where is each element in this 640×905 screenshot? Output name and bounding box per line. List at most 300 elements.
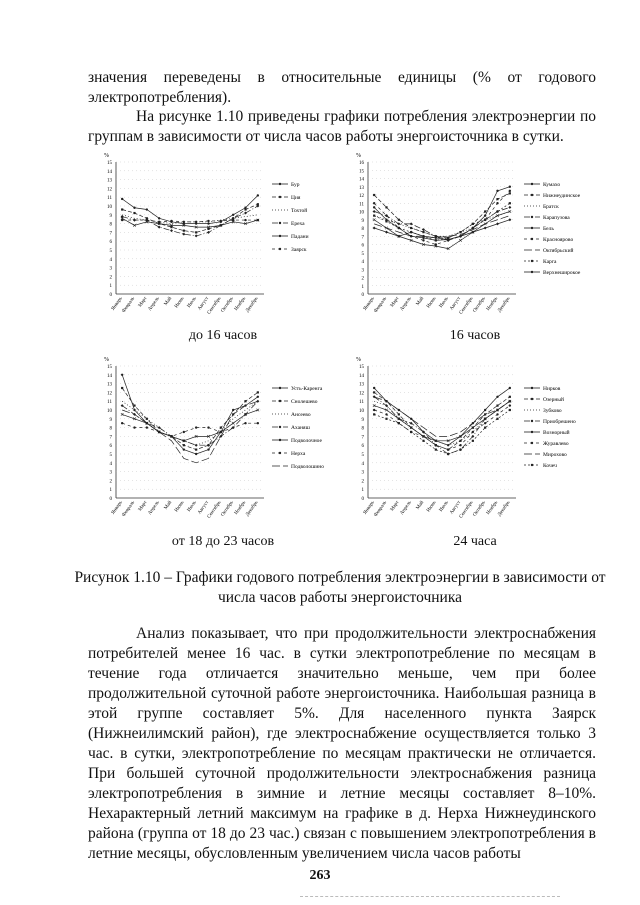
data-point	[257, 194, 259, 196]
data-point	[385, 220, 387, 222]
legend-marker	[531, 398, 533, 400]
data-point	[398, 219, 400, 221]
data-point	[232, 409, 234, 411]
chart-svg-2	[340, 148, 610, 328]
x-tick-label: Октябрь	[220, 296, 235, 314]
chart-svg-1	[88, 148, 358, 328]
y-tick-label: 13	[359, 185, 364, 191]
data-point	[195, 444, 198, 447]
x-tick-label: Май	[163, 500, 174, 511]
series-line	[122, 195, 258, 223]
data-point	[195, 231, 197, 233]
y-tick-label: 5	[361, 251, 364, 257]
x-tick-label: Декабрь	[497, 500, 512, 518]
x-tick-label: Январь	[362, 500, 376, 516]
data-point	[509, 190, 511, 192]
legend-marker	[531, 431, 533, 433]
series-line	[122, 220, 258, 222]
data-point	[484, 227, 487, 230]
legend-marker	[531, 227, 533, 229]
y-tick-label: 14	[107, 169, 112, 175]
data-point	[373, 202, 375, 204]
legend-label: Аханяш	[291, 425, 310, 431]
y-tick-label: 7	[361, 435, 364, 441]
series-line	[374, 401, 510, 445]
chart-panel-2	[340, 148, 610, 328]
x-tick-label: Ноябрь	[234, 296, 248, 312]
legend-marker	[531, 420, 533, 422]
chart-panel-3	[88, 352, 358, 532]
legend-marker	[279, 248, 281, 250]
data-point	[146, 426, 148, 428]
data-point	[121, 387, 123, 389]
data-point	[121, 374, 123, 376]
data-point	[121, 198, 123, 200]
x-tick-label: Ноябрь	[234, 500, 248, 516]
data-point	[257, 396, 259, 398]
data-point	[398, 227, 400, 229]
legend-label: Верхнеширокое	[543, 270, 581, 276]
x-tick-label: Декабрь	[245, 500, 260, 518]
data-point	[509, 409, 511, 411]
x-tick-label: Август	[197, 296, 211, 312]
legend-marker	[279, 387, 281, 389]
series-line	[374, 191, 510, 245]
data-point	[398, 422, 400, 424]
data-point	[435, 243, 437, 245]
data-point	[182, 233, 185, 236]
legend-label: Усть-Каренга	[291, 386, 323, 392]
data-point	[509, 186, 511, 188]
data-point	[435, 444, 437, 446]
data-point	[373, 391, 375, 393]
y-tick-label: 12	[107, 391, 112, 397]
data-point	[244, 422, 246, 424]
data-point	[232, 426, 234, 428]
data-point	[195, 449, 197, 451]
y-tick-label: 11	[359, 400, 364, 406]
data-point	[195, 453, 197, 455]
data-point	[496, 198, 498, 200]
y-tick-label: 8	[109, 222, 112, 228]
y-tick-label: 1	[361, 488, 364, 494]
x-tick-label: Март	[137, 296, 149, 309]
y-tick-label: 2	[109, 479, 112, 485]
data-point	[121, 208, 123, 210]
x-tick-label: Май	[415, 500, 426, 511]
y-tick-label: 3	[361, 268, 364, 274]
y-tick-label: 3	[109, 266, 112, 272]
chart-svg-3	[88, 352, 358, 532]
x-tick-label: Сентябрь	[206, 296, 223, 316]
data-point	[422, 239, 424, 241]
data-point	[146, 219, 148, 221]
data-point	[459, 440, 461, 442]
y-tick-label: 7	[361, 235, 364, 241]
data-point	[447, 448, 449, 450]
legend-label: Подволошино	[291, 464, 324, 470]
x-tick-label: Сентябрь	[206, 500, 223, 520]
data-point	[484, 422, 486, 424]
data-point	[158, 217, 160, 219]
paragraph-figure-reference: На рисунке 1.10 приведены графики потребления электроэнергии по группам в зависимости от числа часов работы энергоисточника в сутки.	[88, 108, 596, 145]
legend-marker	[531, 387, 533, 389]
y-tick-label: 5	[361, 453, 364, 458]
data-point	[232, 422, 235, 425]
data-point	[447, 453, 449, 455]
x-tick-label: Ноябрь	[486, 296, 500, 312]
data-point	[496, 405, 498, 407]
legend-label: Карга	[543, 259, 557, 265]
series-line	[374, 397, 510, 437]
x-tick-label: Март	[389, 500, 401, 513]
y-tick-label: 13	[107, 382, 112, 388]
data-point	[195, 221, 197, 223]
data-point	[385, 413, 387, 415]
data-point	[496, 210, 498, 212]
data-point	[373, 194, 375, 196]
legend-label: Братск	[543, 204, 559, 210]
x-tick-label: Июль	[438, 296, 450, 309]
data-point	[133, 405, 135, 407]
data-point	[244, 219, 246, 221]
y-tick-label: 14	[359, 177, 364, 183]
data-point	[422, 228, 425, 231]
data-point	[207, 448, 209, 450]
legend-label: Подволочное	[291, 438, 322, 444]
y-tick-label: 5	[109, 249, 112, 254]
data-point	[509, 202, 511, 204]
y-tick-label: 15	[107, 365, 112, 370]
legend-marker	[279, 183, 281, 185]
legend-label: Тохтой	[291, 208, 308, 214]
data-point	[373, 206, 375, 208]
y-tick-label: 2	[109, 275, 112, 281]
data-point	[133, 212, 135, 214]
x-tick-label: Январь	[110, 500, 124, 516]
x-tick-label: Июль	[186, 296, 198, 309]
legend-label: Ереха	[291, 221, 305, 227]
y-tick-label: 7	[109, 435, 112, 441]
y-axis-label: %	[356, 357, 361, 363]
y-tick-label: 0	[109, 293, 112, 298]
data-point	[121, 219, 123, 221]
chart-panel-1	[88, 148, 358, 328]
legend-marker	[279, 452, 281, 454]
data-point	[459, 231, 461, 233]
legend-label: Ансеево	[291, 412, 311, 418]
data-point	[472, 431, 474, 433]
footer-rule	[300, 896, 560, 897]
data-point	[509, 387, 511, 389]
y-tick-label: 12	[359, 391, 364, 397]
data-point	[207, 222, 209, 224]
data-point	[373, 210, 376, 213]
x-tick-label: Февраль	[121, 500, 137, 518]
data-point	[158, 221, 160, 223]
y-tick-label: 6	[109, 240, 112, 246]
y-tick-label: 4	[361, 461, 364, 467]
x-tick-label: Январь	[110, 296, 124, 312]
y-tick-label: 11	[359, 202, 364, 208]
legend-marker	[531, 183, 533, 185]
chart-subtitle-4: 24 часа	[453, 534, 497, 549]
y-tick-label: 15	[359, 169, 364, 175]
x-tick-label: Декабрь	[245, 296, 260, 314]
series-line	[374, 207, 510, 240]
data-point	[257, 422, 259, 424]
y-tick-label: 0	[361, 497, 364, 502]
x-tick-label: Июнь	[426, 500, 438, 514]
y-tick-label: 9	[109, 417, 112, 423]
x-tick-label: Октябрь	[472, 296, 487, 314]
data-point	[385, 206, 387, 208]
series-line	[374, 193, 510, 238]
legend-label: Мирохово	[543, 452, 567, 458]
data-point	[183, 431, 185, 433]
y-axis-label: %	[104, 153, 109, 159]
y-tick-label: 6	[109, 444, 112, 450]
data-point	[509, 192, 511, 194]
x-tick-label: Май	[415, 296, 426, 307]
legend-label: Нирков	[543, 386, 561, 392]
y-tick-label: 8	[361, 426, 364, 432]
y-tick-label: 14	[359, 373, 364, 379]
legend-marker	[531, 442, 533, 444]
data-point	[472, 440, 474, 442]
page-number: 263	[309, 868, 331, 883]
y-tick-label: 0	[109, 497, 112, 502]
series-line	[122, 218, 258, 227]
x-tick-label: Ноябрь	[486, 500, 500, 516]
chart-subtitle-3: от 18 до 23 часов	[171, 534, 275, 549]
legend-label: Ция	[291, 195, 301, 201]
y-tick-label: 2	[361, 479, 364, 485]
data-point	[195, 234, 198, 237]
data-point	[459, 444, 461, 446]
y-tick-label: 1	[361, 284, 364, 290]
x-tick-label: Февраль	[373, 500, 389, 518]
data-point	[484, 219, 486, 221]
x-tick-label: Август	[197, 500, 211, 516]
chart-panel-4	[340, 352, 610, 532]
y-tick-label: 7	[109, 231, 112, 237]
legend-label: Заярск	[291, 247, 307, 253]
data-point	[484, 427, 486, 429]
y-tick-label: 10	[359, 409, 364, 414]
data-point	[385, 231, 388, 234]
data-point	[385, 418, 387, 420]
x-tick-label: Август	[449, 500, 463, 516]
data-point	[220, 431, 222, 433]
legend-label: Красноярово	[543, 237, 574, 243]
data-point	[207, 231, 210, 234]
data-point	[373, 227, 376, 230]
legend-label: Вознорный	[543, 430, 570, 436]
data-point	[509, 396, 511, 398]
x-tick-label: Апрель	[399, 296, 413, 313]
data-point	[244, 400, 246, 402]
y-tick-label: 9	[361, 417, 364, 423]
x-tick-label: Август	[449, 296, 463, 312]
y-axis-label: %	[356, 153, 361, 159]
y-tick-label: 6	[361, 243, 364, 249]
data-point	[484, 210, 486, 212]
legend-label: Зубково	[543, 408, 562, 414]
paragraph-intro: значения переведены в относительные единицы (% от годового электропотребления).	[88, 69, 596, 106]
data-point	[232, 219, 234, 221]
data-point	[257, 391, 259, 393]
legend-label: Нерха	[291, 451, 306, 457]
data-point	[484, 409, 486, 411]
legend-label: Нижнеудинское	[543, 193, 581, 199]
y-tick-label: 8	[109, 426, 112, 432]
data-point	[170, 220, 172, 222]
data-point	[496, 396, 498, 398]
data-point	[232, 214, 234, 216]
figure-caption: Рисунок 1.10 – Графики годового потребления электроэнергии в зависимости от числа часов работы энергоисточника	[74, 569, 606, 606]
chart-svg-4	[340, 352, 610, 532]
data-point	[183, 444, 185, 446]
chart-subtitle-2: 16 часов	[449, 328, 501, 343]
legend-marker	[279, 400, 281, 402]
legend-marker	[279, 426, 281, 428]
data-point	[496, 190, 498, 192]
y-tick-label: 5	[109, 453, 112, 458]
data-point	[422, 435, 424, 437]
y-tick-label: 10	[107, 409, 112, 414]
data-point	[133, 426, 135, 428]
y-tick-label: 9	[361, 218, 364, 224]
data-point	[373, 413, 375, 415]
data-point	[496, 413, 498, 415]
x-tick-label: Январь	[362, 296, 376, 312]
x-tick-label: Март	[137, 500, 149, 513]
data-point	[422, 440, 424, 442]
data-point	[244, 212, 247, 215]
x-tick-label: Март	[389, 296, 401, 309]
legend-marker	[279, 222, 281, 224]
y-tick-label: 10	[107, 205, 112, 210]
legend-label: Приобрешено	[543, 419, 576, 425]
chart-subtitle-1: до 16 часов	[188, 328, 258, 343]
data-point	[410, 431, 412, 433]
data-point	[459, 449, 461, 451]
y-tick-label: 4	[109, 461, 112, 467]
data-point	[220, 427, 222, 429]
legend-marker	[531, 238, 533, 240]
data-point	[121, 422, 123, 424]
data-point	[146, 208, 148, 210]
x-tick-label: Апрель	[399, 500, 413, 517]
y-tick-label: 1	[109, 488, 112, 494]
series-line	[122, 423, 258, 436]
legend-label: Бур	[291, 182, 300, 188]
legend-marker	[531, 464, 533, 466]
data-point	[183, 230, 185, 232]
data-point	[472, 223, 474, 225]
data-point	[373, 215, 375, 217]
x-tick-label: Февраль	[373, 296, 389, 314]
y-tick-label: 11	[107, 196, 112, 202]
series-line	[122, 204, 258, 232]
x-tick-label: Октябрь	[472, 500, 487, 518]
series-line	[122, 401, 258, 463]
data-point	[158, 226, 161, 229]
data-point	[207, 426, 209, 428]
legend-label: Падани	[291, 234, 309, 240]
x-tick-label: Апрель	[147, 500, 161, 517]
data-point	[509, 404, 511, 406]
legend-marker	[279, 439, 281, 441]
legend-label: Озерный	[543, 397, 564, 403]
x-tick-label: Сентябрь	[458, 296, 475, 316]
data-point	[373, 409, 375, 411]
x-tick-label: Июнь	[174, 500, 186, 514]
y-tick-label: 10	[359, 210, 364, 216]
paragraph-analysis: Анализ показывает, что при продолжительности электроснабжения потребителей менее 16 час. в сутки электропотребление по месяцам в течение года отличается значительно меньше, чем при более продолжительной суточной работе энергоисточника. Наибольшая разница в этой группе составляет 5%. Для населенного пункта Заярск (Нижнеилимский район), где электроснабжение осуществляется только 3 час. в сутки, электропотребление по месяцам практически не отличается. При большей суточной продолжительности электроснабжения разница электропотребления в зимние и летние месяцы составляет 8–10%. Нехарактерный летний максимум на графике в д. Нерха Нижнеудинского района (группа от 18 до 23 час.) связан с повышением электропотребления в летние месяцы, обусловленным увеличением числа часов работы	[88, 625, 596, 862]
data-point	[435, 239, 437, 241]
data-point	[496, 202, 498, 204]
data-point	[398, 413, 400, 415]
x-tick-label: Октябрь	[220, 500, 235, 518]
data-point	[472, 227, 474, 229]
x-tick-label: Май	[163, 296, 174, 307]
y-tick-label: 13	[107, 178, 112, 184]
x-tick-label: Июль	[438, 500, 450, 513]
data-point	[435, 449, 437, 451]
legend-label: Снолешево	[291, 399, 318, 405]
legend-marker	[531, 260, 533, 262]
y-tick-label: 3	[109, 470, 112, 476]
y-tick-label: 6	[361, 444, 364, 450]
y-tick-label: 2	[361, 276, 364, 282]
legend-marker	[279, 235, 281, 237]
y-tick-label: 4	[109, 257, 112, 263]
legend-label: Журавлево	[543, 441, 569, 447]
x-tick-label: Июнь	[174, 296, 186, 310]
y-tick-label: 14	[107, 373, 112, 379]
y-tick-label: 3	[361, 470, 364, 476]
data-point	[373, 387, 375, 389]
data-point	[220, 220, 222, 222]
y-tick-label: 8	[361, 227, 364, 232]
legend-label: Октябрьский	[543, 248, 574, 254]
y-tick-label: 12	[359, 194, 364, 199]
data-point	[373, 218, 376, 221]
y-tick-label: 11	[107, 400, 112, 406]
data-point	[508, 206, 511, 209]
legend-label: Кочеч	[543, 463, 557, 469]
y-tick-label: 1	[109, 284, 112, 290]
x-tick-label: Декабрь	[497, 296, 512, 314]
legend-marker	[279, 196, 281, 198]
data-point	[170, 229, 173, 232]
legend-label: Бель	[543, 226, 554, 232]
data-point	[244, 208, 246, 210]
data-point	[133, 207, 135, 209]
data-point	[385, 214, 387, 216]
data-point	[508, 218, 511, 221]
data-point	[207, 220, 209, 222]
x-tick-label: Июль	[186, 500, 198, 513]
data-point	[496, 418, 498, 420]
x-tick-label: Сентябрь	[458, 500, 475, 520]
data-point	[133, 219, 135, 221]
y-tick-label: 0	[361, 293, 364, 298]
y-tick-label: 12	[107, 187, 112, 193]
series-line	[374, 212, 510, 237]
